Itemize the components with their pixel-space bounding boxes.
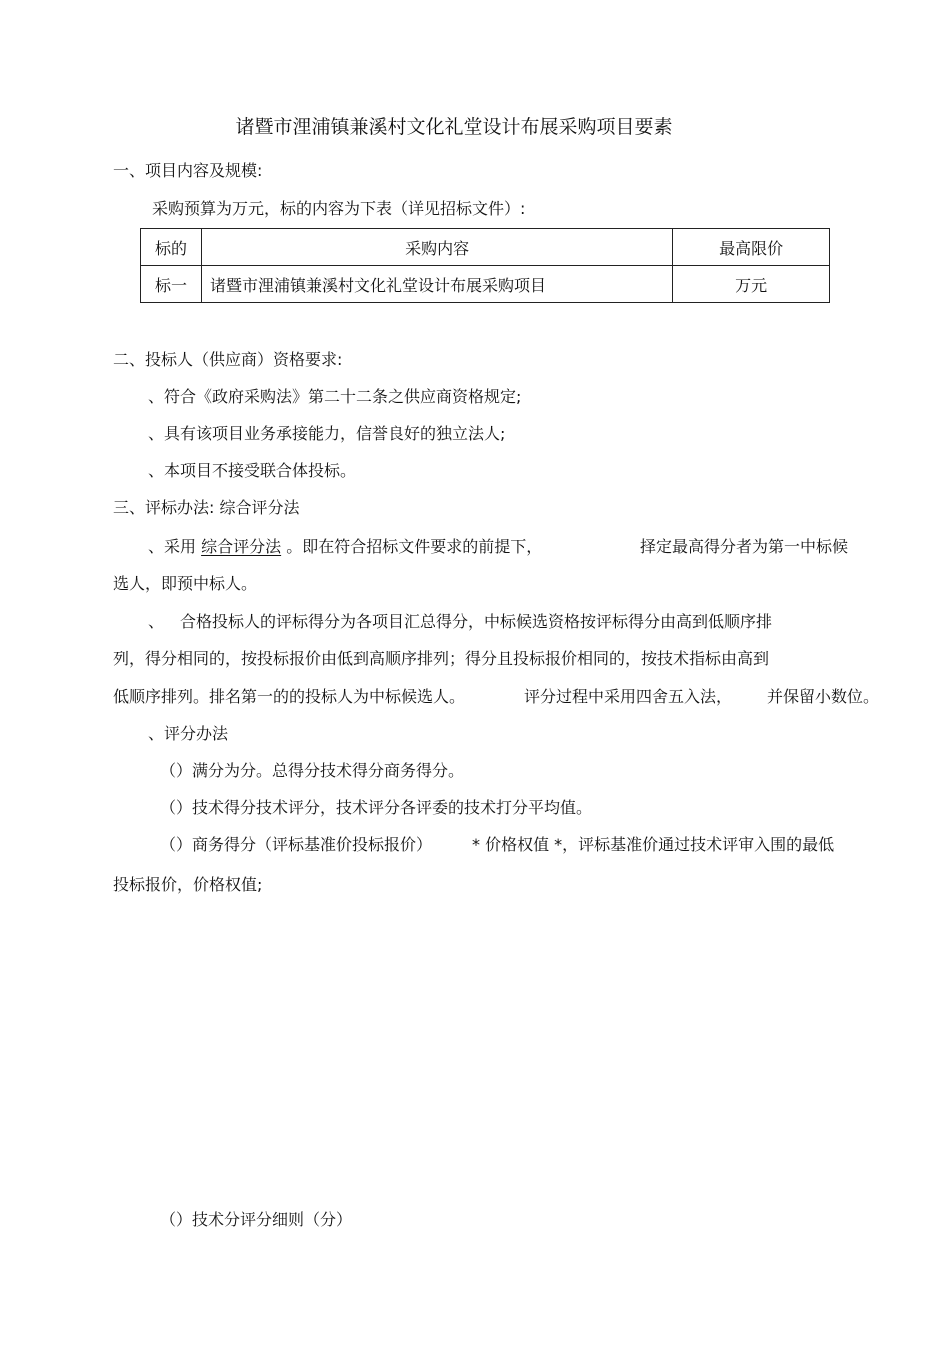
technical-score-rules-heading: （）技术分评分细则（分） (160, 1210, 353, 1229)
scoring-item-1: （）满分为分。总得分技术得分商务得分。 (160, 761, 465, 780)
section-1-heading: 一、项目内容及规模: (113, 161, 263, 180)
text-run: 、采用 (148, 537, 202, 556)
table-cell-price-limit: 万元 (673, 266, 830, 303)
evaluation-method-name: 综合评分法 (201, 537, 282, 556)
section-3-heading: 三、评标办法: 综合评分法 (113, 498, 300, 517)
table-header-row (141, 229, 830, 266)
text-run: 评分过程中采用四舍五入法， (524, 687, 733, 706)
qualification-item-1: 、符合《政府采购法》第二十二条之供应商资格规定; (148, 387, 522, 406)
qualification-item-2: 、具有该项目业务承接能力，信誉良好的独立法人; (148, 424, 506, 443)
budget-statement: 采购预算为万元，标的内容为下表（详见招标文件）: (152, 199, 526, 218)
text-run: * 价格权值 *，评标基准价通过技术评审入围的最低 (472, 835, 835, 854)
qualification-item-3: 、本项目不接受联合体投标。 (148, 461, 357, 480)
procurement-table (140, 228, 830, 303)
evaluation-method-paragraph-line-2: 选人，即预中标人。 (113, 574, 258, 593)
ranking-paragraph-line-2: 列，得分相同的，按投标报价由低到高顺序排列；得分且投标报价相同的，按技术指标由高到 (113, 649, 770, 668)
scoring-method-heading: 、评分办法 (148, 724, 229, 743)
text-run: 并保留小数位。 (767, 687, 880, 706)
section-2-heading: 二、投标人（供应商）资格要求: (113, 350, 343, 369)
text-run: 、 (148, 612, 165, 631)
scoring-item-3-line-1: （）商务得分（评标基准价投标报价） (160, 835, 433, 854)
document-title: 诸暨市浬浦镇兼溪村文化礼堂设计布展采购项目要素 (235, 116, 673, 138)
table-header-lot: 标的 (141, 229, 202, 266)
ranking-paragraph-line-3: 低顺序排列。排名第一的的投标人为中标候选人。 (113, 687, 466, 706)
ranking-paragraph-line-1: 合格投标人的评标得分为各项目汇总得分，中标候选资格按评标得分由高到低顺序排 (180, 612, 773, 631)
text-run: 。即在符合招标文件要求的前提下， (281, 537, 543, 556)
table-cell-lot: 标一 (141, 266, 202, 303)
scoring-item-2: （）技术得分技术评分，技术评分各评委的技术打分平均值。 (160, 798, 593, 817)
scoring-item-3-line-2: 投标报价，价格权值; (113, 875, 263, 894)
table-cell-content: 诸暨市浬浦镇兼溪村文化礼堂设计布展采购项目 (201, 266, 672, 303)
table-header-price-limit: 最高限价 (673, 229, 830, 266)
table-row (141, 266, 830, 303)
table-header-content: 采购内容 (201, 229, 672, 266)
text-run: 择定最高得分者为第一中标候 (640, 537, 849, 556)
evaluation-method-paragraph-line-1 (148, 536, 542, 558)
